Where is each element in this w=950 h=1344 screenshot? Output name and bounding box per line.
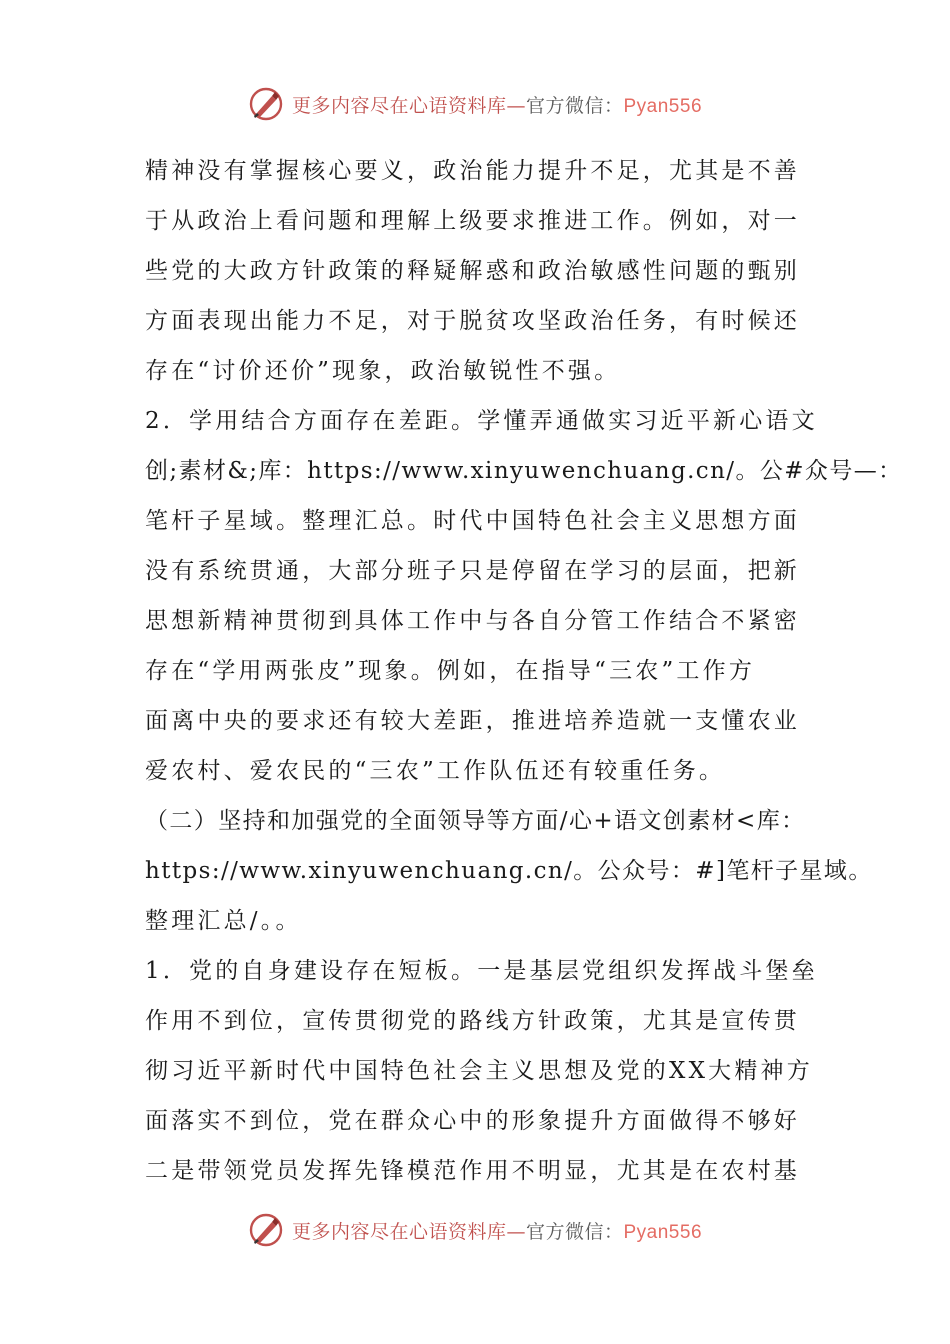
text-line: 精神没有掌握核心要义，政治能力提升不足，尤其是不善 bbox=[145, 158, 800, 184]
watermark-dash: — bbox=[506, 94, 526, 117]
text-line: 创;素材&;库：https://www.xinyuwenchuang.cn/。公#众号—： bbox=[145, 458, 903, 484]
pen-logo-icon bbox=[248, 1212, 284, 1248]
text-line: 1．党的自身建设存在短板。一是基层党组织发挥战斗堡垒 bbox=[145, 958, 818, 984]
text-line: https://www.xinyuwenchuang.cn/。公众号：#]笔杆子星域。 bbox=[145, 858, 873, 884]
pen-logo-icon bbox=[248, 86, 284, 122]
text-line: 整理汇总/。。 bbox=[145, 908, 302, 934]
header-watermark bbox=[0, 84, 950, 124]
watermark-wechat-id: Pyan556 bbox=[623, 95, 703, 117]
watermark-dash: — bbox=[506, 1220, 526, 1243]
text-line: 思想新精神贯彻到具体工作中与各自分管工作结合不紧密 bbox=[145, 608, 800, 634]
text-line: 没有系统贯通，大部分班子只是停留在学习的层面，把新 bbox=[145, 558, 800, 584]
text-line: 面离中央的要求还有较大差距，推进培养造就一支懂农业 bbox=[145, 708, 800, 734]
text-line: 些党的大政方针政策的释疑解惑和政治敏感性问题的甄别 bbox=[145, 258, 800, 284]
text-line: 爱农村、爱农民的“三农”工作队伍还有较重任务。 bbox=[145, 758, 726, 784]
text-line: 存在“讨价还价”现象，政治敏锐性不强。 bbox=[145, 358, 621, 384]
text-line: 彻习近平新时代中国特色社会主义思想及党的XX大精神方 bbox=[145, 1058, 813, 1084]
watermark-wechat-label: 官方微信： bbox=[525, 94, 624, 117]
footer-watermark bbox=[0, 1210, 950, 1250]
text-line: 2．学用结合方面存在差距。学懂弄通做实习近平新心语文 bbox=[145, 408, 818, 434]
text-line: 面落实不到位，党在群众心中的形象提升方面做得不够好 bbox=[145, 1108, 800, 1134]
text-line: 笔杆子星域。整理汇总。时代中国特色社会主义思想方面 bbox=[145, 508, 800, 534]
document-body bbox=[145, 146, 903, 1196]
text-line: 方面表现出能力不足，对于脱贫攻坚政治任务，有时候还 bbox=[145, 308, 800, 334]
text-line: （二）坚持和加强党的全面领导等方面/心+语文创素材<库： bbox=[145, 808, 806, 834]
text-line: 作用不到位，宣传贯彻党的路线方针政策，尤其是宣传贯 bbox=[145, 1008, 800, 1034]
watermark-text bbox=[292, 1217, 702, 1244]
watermark-text bbox=[292, 91, 702, 118]
watermark-wechat-id: Pyan556 bbox=[623, 1221, 703, 1243]
watermark-main: 更多内容尽在心语资料库 bbox=[291, 94, 507, 117]
text-line: 二是带领党员发挥先锋模范作用不明显，尤其是在农村基 bbox=[145, 1158, 800, 1184]
watermark-main: 更多内容尽在心语资料库 bbox=[291, 1220, 507, 1243]
watermark-wechat-label: 官方微信： bbox=[525, 1220, 624, 1243]
text-line: 于从政治上看问题和理解上级要求推进工作。例如，对一 bbox=[145, 208, 800, 234]
text-line: 存在“学用两张皮”现象。例如，在指导“三农”工作方 bbox=[145, 658, 756, 684]
